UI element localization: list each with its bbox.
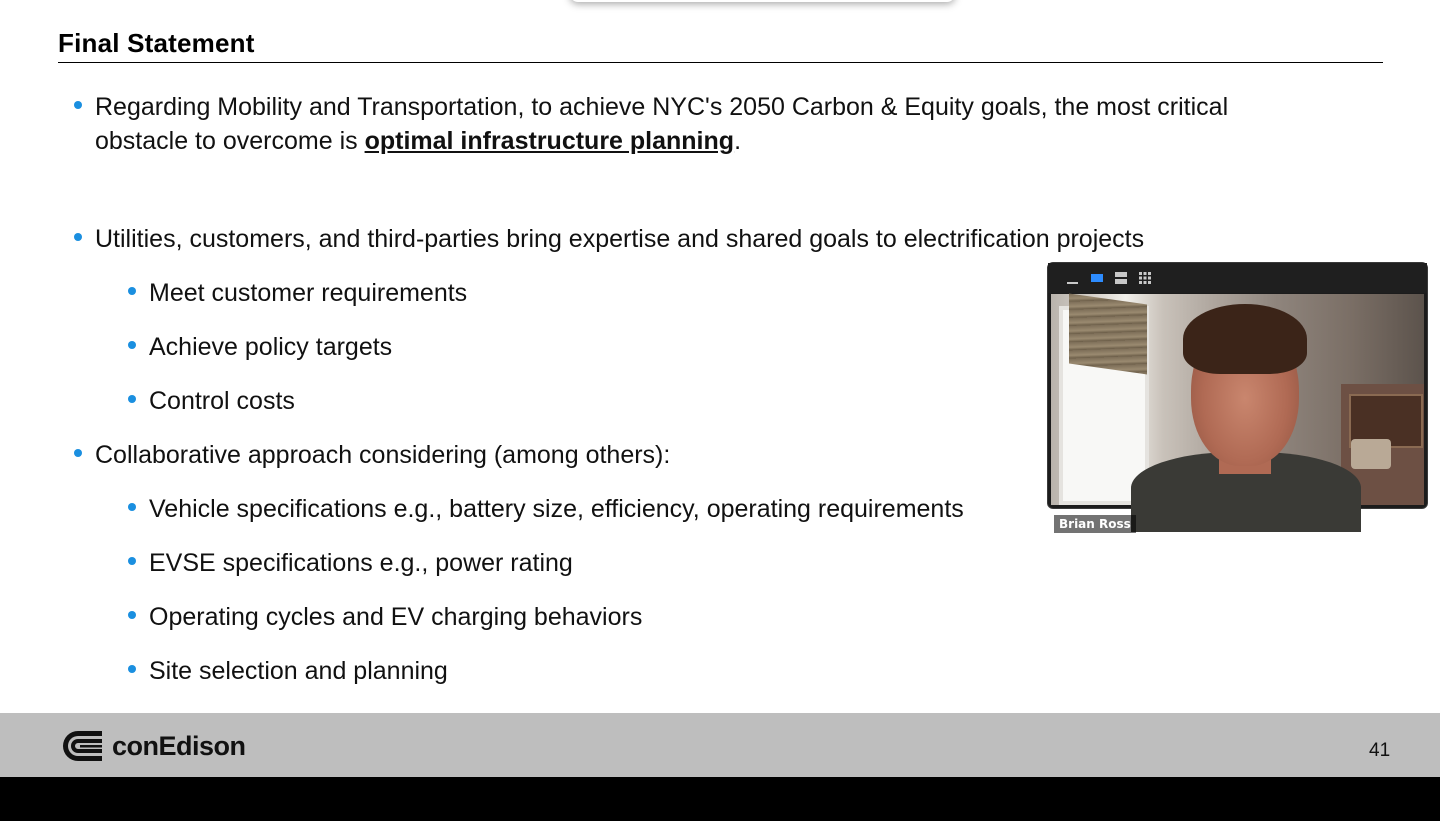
participant-hair <box>1183 304 1307 374</box>
minimize-icon[interactable] <box>1066 273 1080 285</box>
page-number: 41 <box>1369 740 1391 761</box>
participant-name-tag: Brian Ross <box>1054 515 1136 533</box>
bullet-mobility-prefix: obstacle to overcome is <box>95 127 365 155</box>
bullet-dot <box>74 233 82 241</box>
title-divider <box>58 62 1383 63</box>
bullet-utilities: Utilities, customers, and third-parties bring expertise and shared goals to electrification projects <box>95 225 1145 253</box>
sub-bullet-dot <box>128 287 136 295</box>
bullet-mobility-suffix: . <box>734 127 742 155</box>
sub-bullet-dot <box>128 611 136 619</box>
bullet-collaborative: Collaborative approach considering (among others): <box>95 441 671 469</box>
sub-bullet-dot <box>128 395 136 403</box>
sub-bullet-dot <box>128 341 136 349</box>
sub-bullet-dot <box>128 557 136 565</box>
slide-footer <box>0 713 1440 777</box>
bullet-dot <box>74 101 82 109</box>
video-feed <box>1051 294 1424 531</box>
participant-video-window[interactable] <box>1047 262 1428 531</box>
sub-bullet-item: Achieve policy targets <box>149 333 393 361</box>
background-lamp <box>1351 439 1391 469</box>
slide-title: Final Statement <box>58 28 255 58</box>
gallery-view-icon[interactable] <box>1138 271 1152 285</box>
sub-bullet-dot <box>128 503 136 511</box>
sub-bullet-item: Site selection and planning <box>149 657 448 685</box>
video-toolbar <box>1048 263 1427 293</box>
background-blind <box>1069 294 1147 375</box>
sub-bullet-dot <box>128 665 136 673</box>
logo-text: conEdison <box>112 730 246 761</box>
sub-bullet-item: Operating cycles and EV charging behaviors <box>149 603 643 631</box>
conedison-logo-icon <box>52 729 104 763</box>
conedison-logo <box>52 729 246 763</box>
bullet-mobility-line2 <box>95 124 741 158</box>
bullet-dot <box>74 449 82 457</box>
sub-bullet-item: Vehicle specifications e.g., battery size, efficiency, operating requirements <box>149 495 964 523</box>
bullet-mobility-emphasis: optimal infrastructure planning <box>364 127 735 155</box>
floating-toolbar-edge <box>570 0 955 2</box>
speaker-view-icon[interactable] <box>1090 271 1104 285</box>
stacked-view-icon[interactable] <box>1114 271 1128 285</box>
sub-bullet-item: Meet customer requirements <box>149 279 468 307</box>
bullet-mobility-line1: Regarding Mobility and Transportation, to achieve NYC's 2050 Carbon & Equity goals, the most critical <box>95 93 1229 121</box>
sub-bullet-item: Control costs <box>149 387 295 415</box>
sub-bullet-item: EVSE specifications e.g., power rating <box>149 549 573 577</box>
